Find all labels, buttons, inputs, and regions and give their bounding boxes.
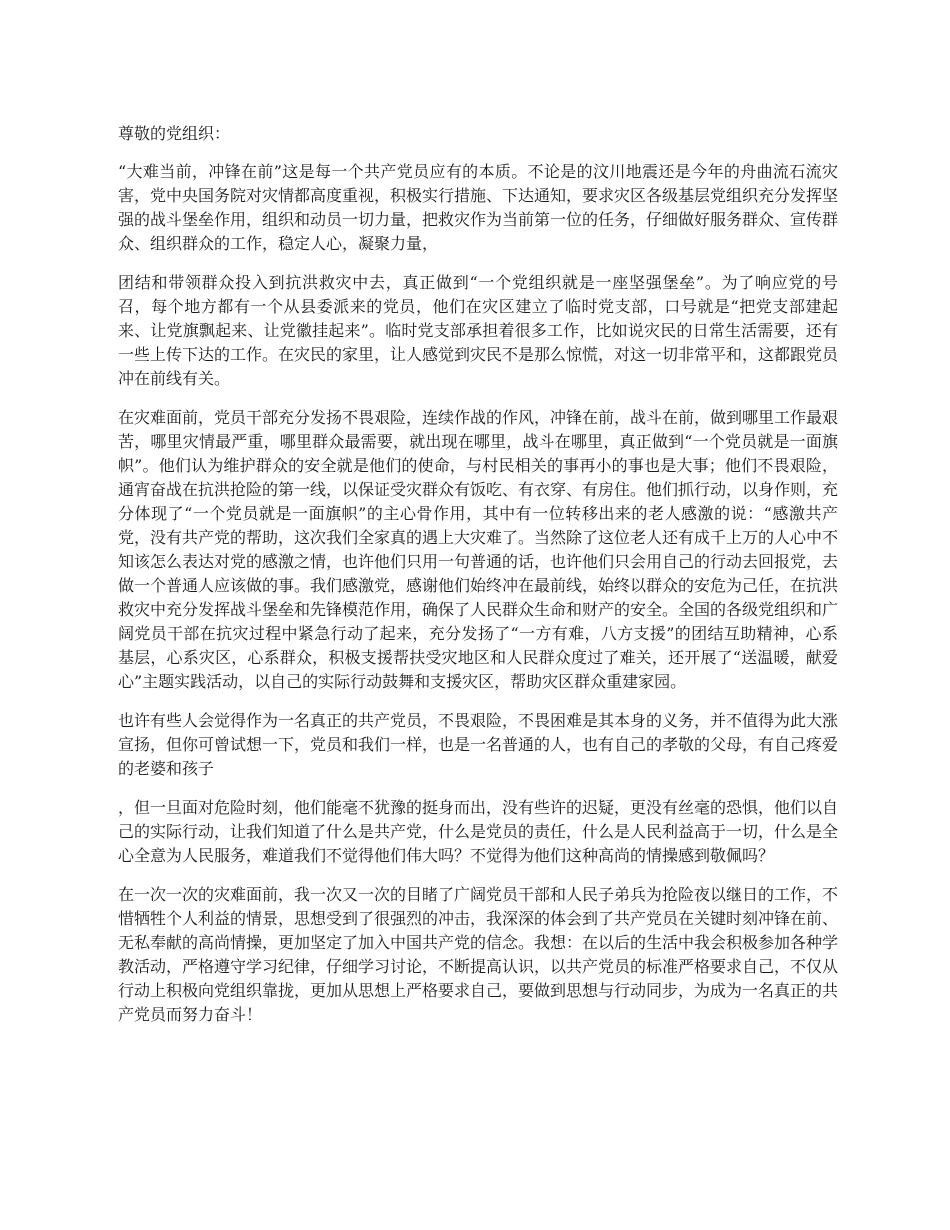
salutation: 尊敬的党组织： <box>118 124 231 143</box>
paragraph: 在灾难面前，党员干部充分发扬不畏艰险，连续作战的作风，冲锋在前，战斗在前，做到哪里工作最艰苦，哪里灾情最严重，哪里群众最需要，就出现在哪里，战斗在哪里，真正做到“一个党员就是一面旗帜”。他们认为维护群众的安全就是他们的使命，与村民相关的事再小的事也是大事；他们不畏艰险，通宵奋战在抗洪抢险的第一线，以保证受灾群众有饭吃、有衣穿、有房住。他们抓行动，以身作则，充分体现了“一个党员就是一面旗帜”的主心骨作用，其中有一位转移出来的老人感激的说：“感激共产党，没有共产党的帮助，这次我们全家真的遇上大灾难了。当然除了这位老人还有成千上万的人心中不知该怎么表达对党的感激之情，也许他们只用一句普通的话，也许他们只会用自己的行动去回报党，去做一个普通人应该做的事。我们感激党，感谢他们始终冲在最前线，始终以群众的安危为己任，在抗洪救灾中充分发挥战斗堡垒和先锋模范作用，确保了人民群众生命和财产的安全。全国的各级党组织和广阔党员干部在抗灾过程中紧急行动了起来，充分发扬了“一方有难，八方支援”的团结互助精神，心系基层，心系灾区，心系群众，积极支援帮扶受灾地区和人民群众度过了难关，还开展了“送温暖，献爱心”主题实践活动，以自己的实际行动鼓舞和支援灾区，帮助灾区群众重建家园。 <box>118 408 839 691</box>
paragraph: 在一次一次的灾难面前，我一次又一次的目睹了广阔党员干部和人民子弟兵为抢险夜以继日的工作，不惜牺牲个人利益的情景，思想受到了很强烈的冲击，我深深的体会到了共产党员在关键时刻冲锋在前、无私奉献的高尚情操，更加坚定了加入中国共产党的信念。我想：在以后的生活中我会积极参加各种学教活动，严格遵守学习纪律，仔细学习讨论，不断提高认识，以共产党员的标准严格要求自己，不仅从行动上积极向党组织靠拢，更加从思想上严格要求自己，要做到思想与行动同步，为成为一名真正的共产党员而努力奋斗！ <box>118 885 839 1024</box>
letter-body <box>118 122 838 1042</box>
paragraph: 也许有些人会觉得作为一名真正的共产党员，不畏艰险，不畏困难是其本身的义务，并不值得为此大涨宣扬，但你可曾试想一下，党员和我们一样，也是一名普通的人，也有自己的孝敬的父母，有自己疼爱的老婆和孩子 <box>118 711 839 778</box>
paragraph: 团结和带领群众投入到抗洪救灾中去，真正做到“一个党组织就是一座坚强堡垒”。为了响应党的号召，每个地方都有一个从县委派来的党员，他们在灾区建立了临时党支部，口号就是“把党支部建起来、让党旗飘起来、让党徽挂起来”。临时党支部承担着很多工作，比如说灾民的日常生活需要，还有一些上传下达的工作。在灾民的家里，让人感觉到灾民不是那么惊慌，对这一切非常平和，这都跟党员冲在前线有关。 <box>118 273 839 388</box>
paragraph: ，但一旦面对危险时刻，他们能毫不犹豫的挺身而出，没有些许的迟疑，更没有丝毫的恐惧，他们以自己的实际行动，让我们知道了什么是共产党，什么是党员的责任，什么是人民利益高于一切，什么是全心全意为人民服务，难道我们不觉得他们伟大吗？不觉得为他们这种高尚的情操感到敬佩吗？ <box>118 798 839 865</box>
paragraph: “大难当前，冲锋在前”这是每一个共产党员应有的本质。不论是的汶川地震还是今年的舟曲流石流灾害，党中央国务院对灾情都高度重视，积极实行措施、下达通知，要求灾区各级基层党组织充分发挥坚强的战斗堡垒作用，组织和动员一切力量，把救灾作为当前第一位的任务，仔细做好服务群众、宣传群众、组织群众的工作，稳定人心，凝聚力量， <box>118 162 839 253</box>
